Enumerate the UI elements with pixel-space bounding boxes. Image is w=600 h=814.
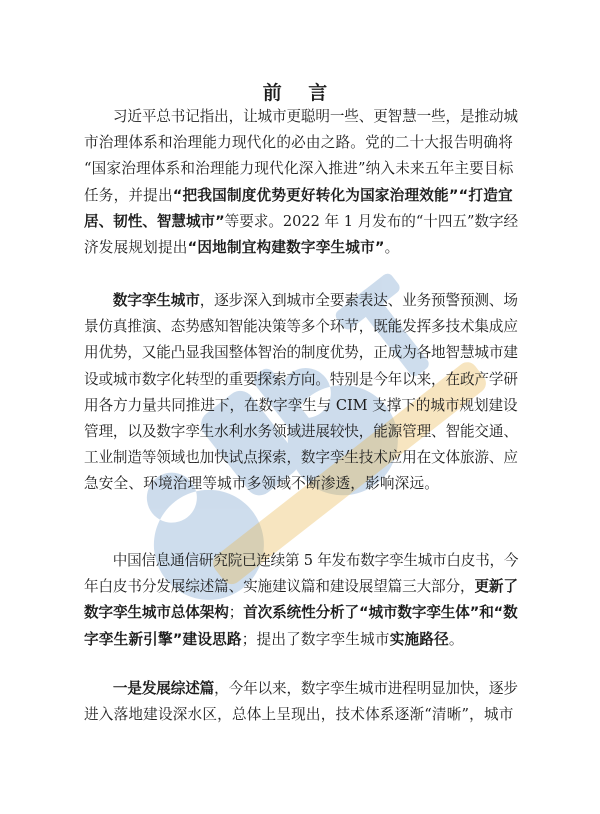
bold-text-segment: 数字孪生城市 [112, 292, 200, 309]
text-segment: 管理，以及数字孪生水利水务领域进展较快，能源管理、智能交通、 [84, 423, 518, 441]
text-segment: 年白皮书分发展综述篇、实施建议篇和建设展望篇三大部分， [84, 578, 475, 596]
bold-text-segment: 更新了 [474, 578, 518, 596]
paragraph-development-review [84, 676, 518, 728]
text-segment: 等要求。2022 年 1 月发布的“十四五”数字经 [224, 212, 519, 230]
text-line [84, 600, 518, 626]
text-segment: 急安全、环境治理等城市多领域不断渗透，影响深远。 [84, 475, 440, 493]
paragraph-digital-twin-city [84, 288, 518, 498]
text-line [84, 288, 518, 314]
bold-text-segment: “因地制宜构建数字孪生城市” [187, 239, 385, 257]
text-segment: 习近平总书记指出，让城市更聪明一些、更智慧一些，是推动城 [84, 108, 518, 125]
text-line [84, 183, 518, 209]
text-line [84, 314, 518, 340]
bold-text-segment: 居、韧性、智慧城市” [84, 212, 225, 230]
text-segment: “国家治理体系和治理能力现代化深入推进”纳入未来五年主要目标 [84, 160, 514, 178]
text-segment: 。 [448, 630, 464, 648]
text-line [84, 156, 518, 182]
text-line [84, 393, 518, 419]
paragraph-whitepaper-overview [84, 548, 518, 653]
text-segment [84, 680, 113, 697]
bold-text-segment: 首次系统性分析了“城市数字孪生体”和“数 [243, 604, 518, 622]
text-line [84, 702, 518, 728]
text-segment: 任务，并提出 [84, 186, 173, 204]
text-line [84, 235, 518, 261]
text-segment: 工业制造等领域也加快试点探索，数字孪生技术应用在文体旅游、应 [84, 449, 518, 467]
text-segment: 济发展规划提出 [84, 239, 188, 257]
text-segment: ，今年以来，数字孪生城市进程明显加快，逐步 [214, 680, 518, 697]
paragraph-intro [84, 104, 518, 261]
text-segment: 进入落地建设深水区，总体上呈现出，技术体系逐渐“清晰”，城市 [84, 706, 514, 724]
text-line [84, 209, 518, 235]
text-segment: 。 [384, 239, 400, 257]
text-line [84, 130, 518, 156]
text-segment: 中国信息通信研究院已连续第 5 年发布数字孪生城市白皮书，今 [84, 552, 519, 569]
text-line [84, 419, 518, 445]
text-line [84, 574, 518, 600]
bold-text-segment: 实施路径 [389, 630, 449, 648]
text-line [84, 627, 518, 653]
bold-text-segment: 数字孪生城市总体架构 [84, 604, 229, 622]
text-segment: 用优势，又能凸显我国整体智治的制度优势，正成为各地智慧城市建 [84, 344, 518, 362]
text-segment [84, 292, 113, 309]
text-line [84, 367, 518, 393]
text-line [84, 471, 518, 497]
text-line [84, 676, 518, 702]
text-segment: 景仿真推演、态势感知智能决策等多个环节，既能发挥多技术集成应 [84, 318, 518, 336]
text-line [84, 104, 518, 130]
bold-text-segment: “把我国制度优势更好转化为国家治理效能”“打造宜 [172, 186, 513, 204]
bold-text-segment: 字孪生新引擎”建设思路 [84, 630, 242, 648]
text-segment: 用各方力量共同推进下，在数字孪生与 CIM 支撑下的城市规划建设 [84, 396, 518, 414]
page-title: 前 言 [262, 82, 338, 104]
text-segment: ； [228, 604, 244, 622]
text-line [84, 445, 518, 471]
text-segment: ，逐步深入到城市全要素表达、业务预警预测、场 [199, 292, 518, 309]
text-segment: ；提出了数字孪生城市 [241, 630, 390, 648]
text-line [84, 548, 518, 574]
text-segment: 设或城市数字化转型的重要探索方向。特别是今年以来，在政产学研 [84, 370, 518, 388]
text-line [84, 340, 518, 366]
bold-text-segment: 一是发展综述篇 [112, 680, 215, 697]
text-segment: 市治理体系和治理能力现代化的必由之路。党的二十大报告明确将 [84, 134, 514, 152]
